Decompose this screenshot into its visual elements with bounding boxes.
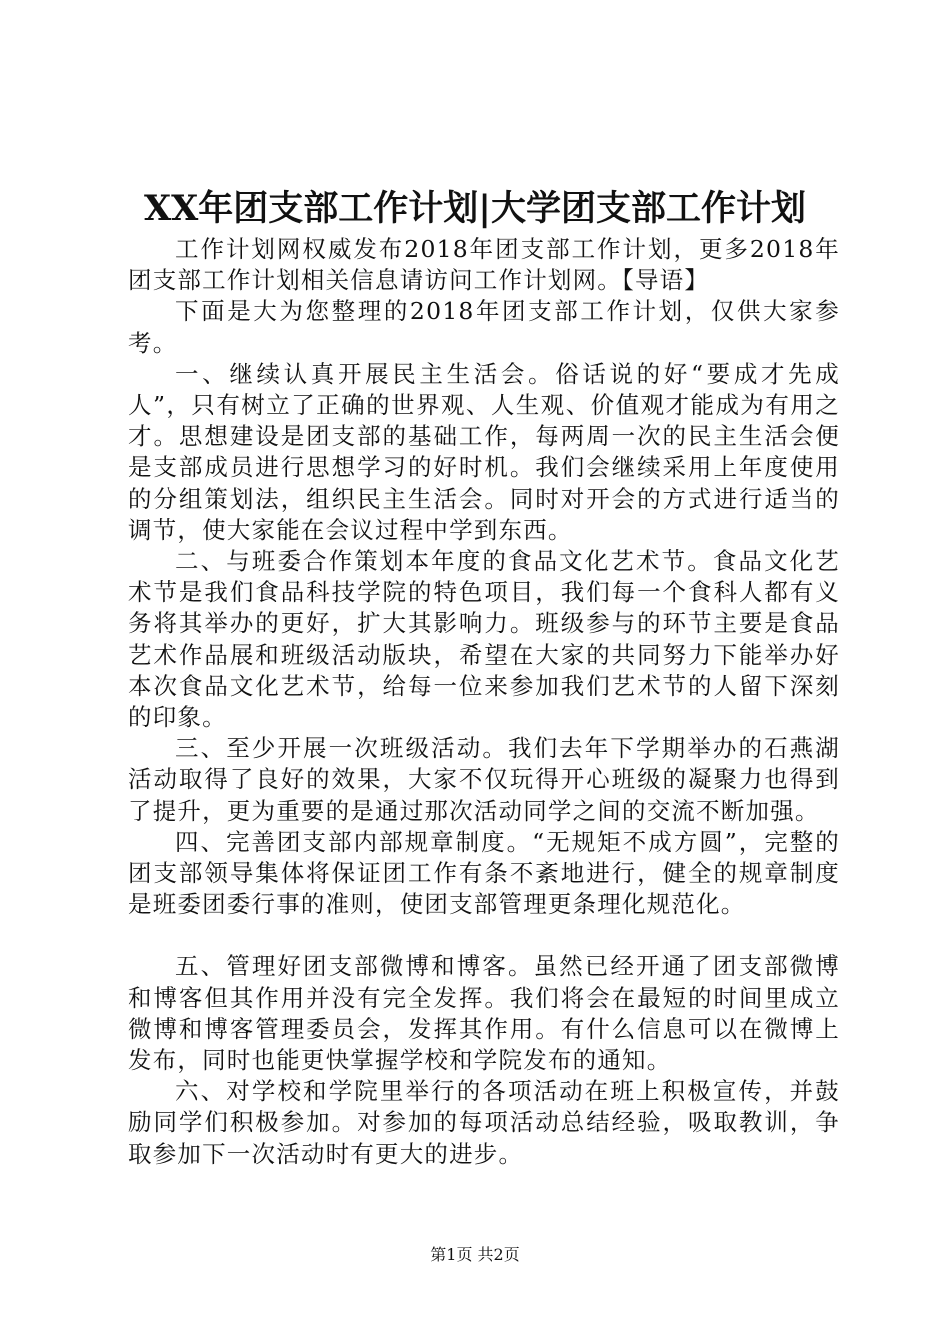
paragraph-lead: 下面是大为您整理的2018年团支部工作计划，仅供大家参考。 xyxy=(128,297,840,357)
paragraph-item-2: 二、与班委合作策划本年度的食品文化艺术节。食品文化艺术节是我们食品科技学院的特色项目，我们每一个食科人都有义务将其举办的更好，扩大其影响力。班级参与的环节主要是食品艺术作品展和班级活动版块，希望在大家的共同努力下能举办好本次食品文化艺术节，给每一位来参加我们艺术节的人留下深刻的印象。 xyxy=(128,547,840,732)
paragraph-item-3: 三、至少开展一次班级活动。我们去年下学期举办的石燕湖活动取得了良好的效果，大家不仅玩得开心班级的凝聚力也得到了提升，更为重要的是通过那次活动同学之间的交流不断加强。 xyxy=(128,734,840,825)
paragraph-intro: 工作计划网权威发布2018年团支部工作计划，更多2018年团支部工作计划相关信息请访问工作计划网。【导语】 xyxy=(128,235,840,295)
document-body xyxy=(128,234,840,1170)
paragraph-item-4: 四、完善团支部内部规章制度。“无规矩不成方圆”，完整的团支部领导集体将保证团工作有条不紊地进行，健全的规章制度是班委团委行事的准则，使团支部管理更条理化规范化。 xyxy=(128,827,840,919)
paragraph-item-5: 五、管理好团支部微博和博客。虽然已经开通了团支部微博和博客但其作用并没有完全发挥。我们将会在最短的时间里成立微博和博客管理委员会，发挥其作用。有什么信息可以在微博上发布，同时也能更快掌握学校和学院发布的通知。 xyxy=(128,952,840,1075)
document-title: XX年团支部工作计划|大学团支部工作计划 xyxy=(143,188,807,229)
paragraph-spacer xyxy=(128,920,840,951)
paragraph-item-1: 一、继续认真开展民主生活会。俗话说的好“要成才先成人”，只有树立了正确的世界观、人生观、价值观才能成为有用之才。思想建设是团支部的基础工作，每两周一次的民主生活会便是支部成员进行思想学习的好时机。我们会继续采用上年度使用的分组策划法，组织民主生活会。同时对开会的方式进行适当的调节，使大家能在会议过程中学到东西。 xyxy=(128,359,840,544)
paragraph-item-6: 六、对学校和学院里举行的各项活动在班上积极宣传，并鼓励同学们积极参加。对参加的每项活动总结经验，吸取教训，争取参加下一次活动时有更大的进步。 xyxy=(128,1077,840,1168)
page-footer: 第1页 共2页 xyxy=(430,1245,520,1264)
